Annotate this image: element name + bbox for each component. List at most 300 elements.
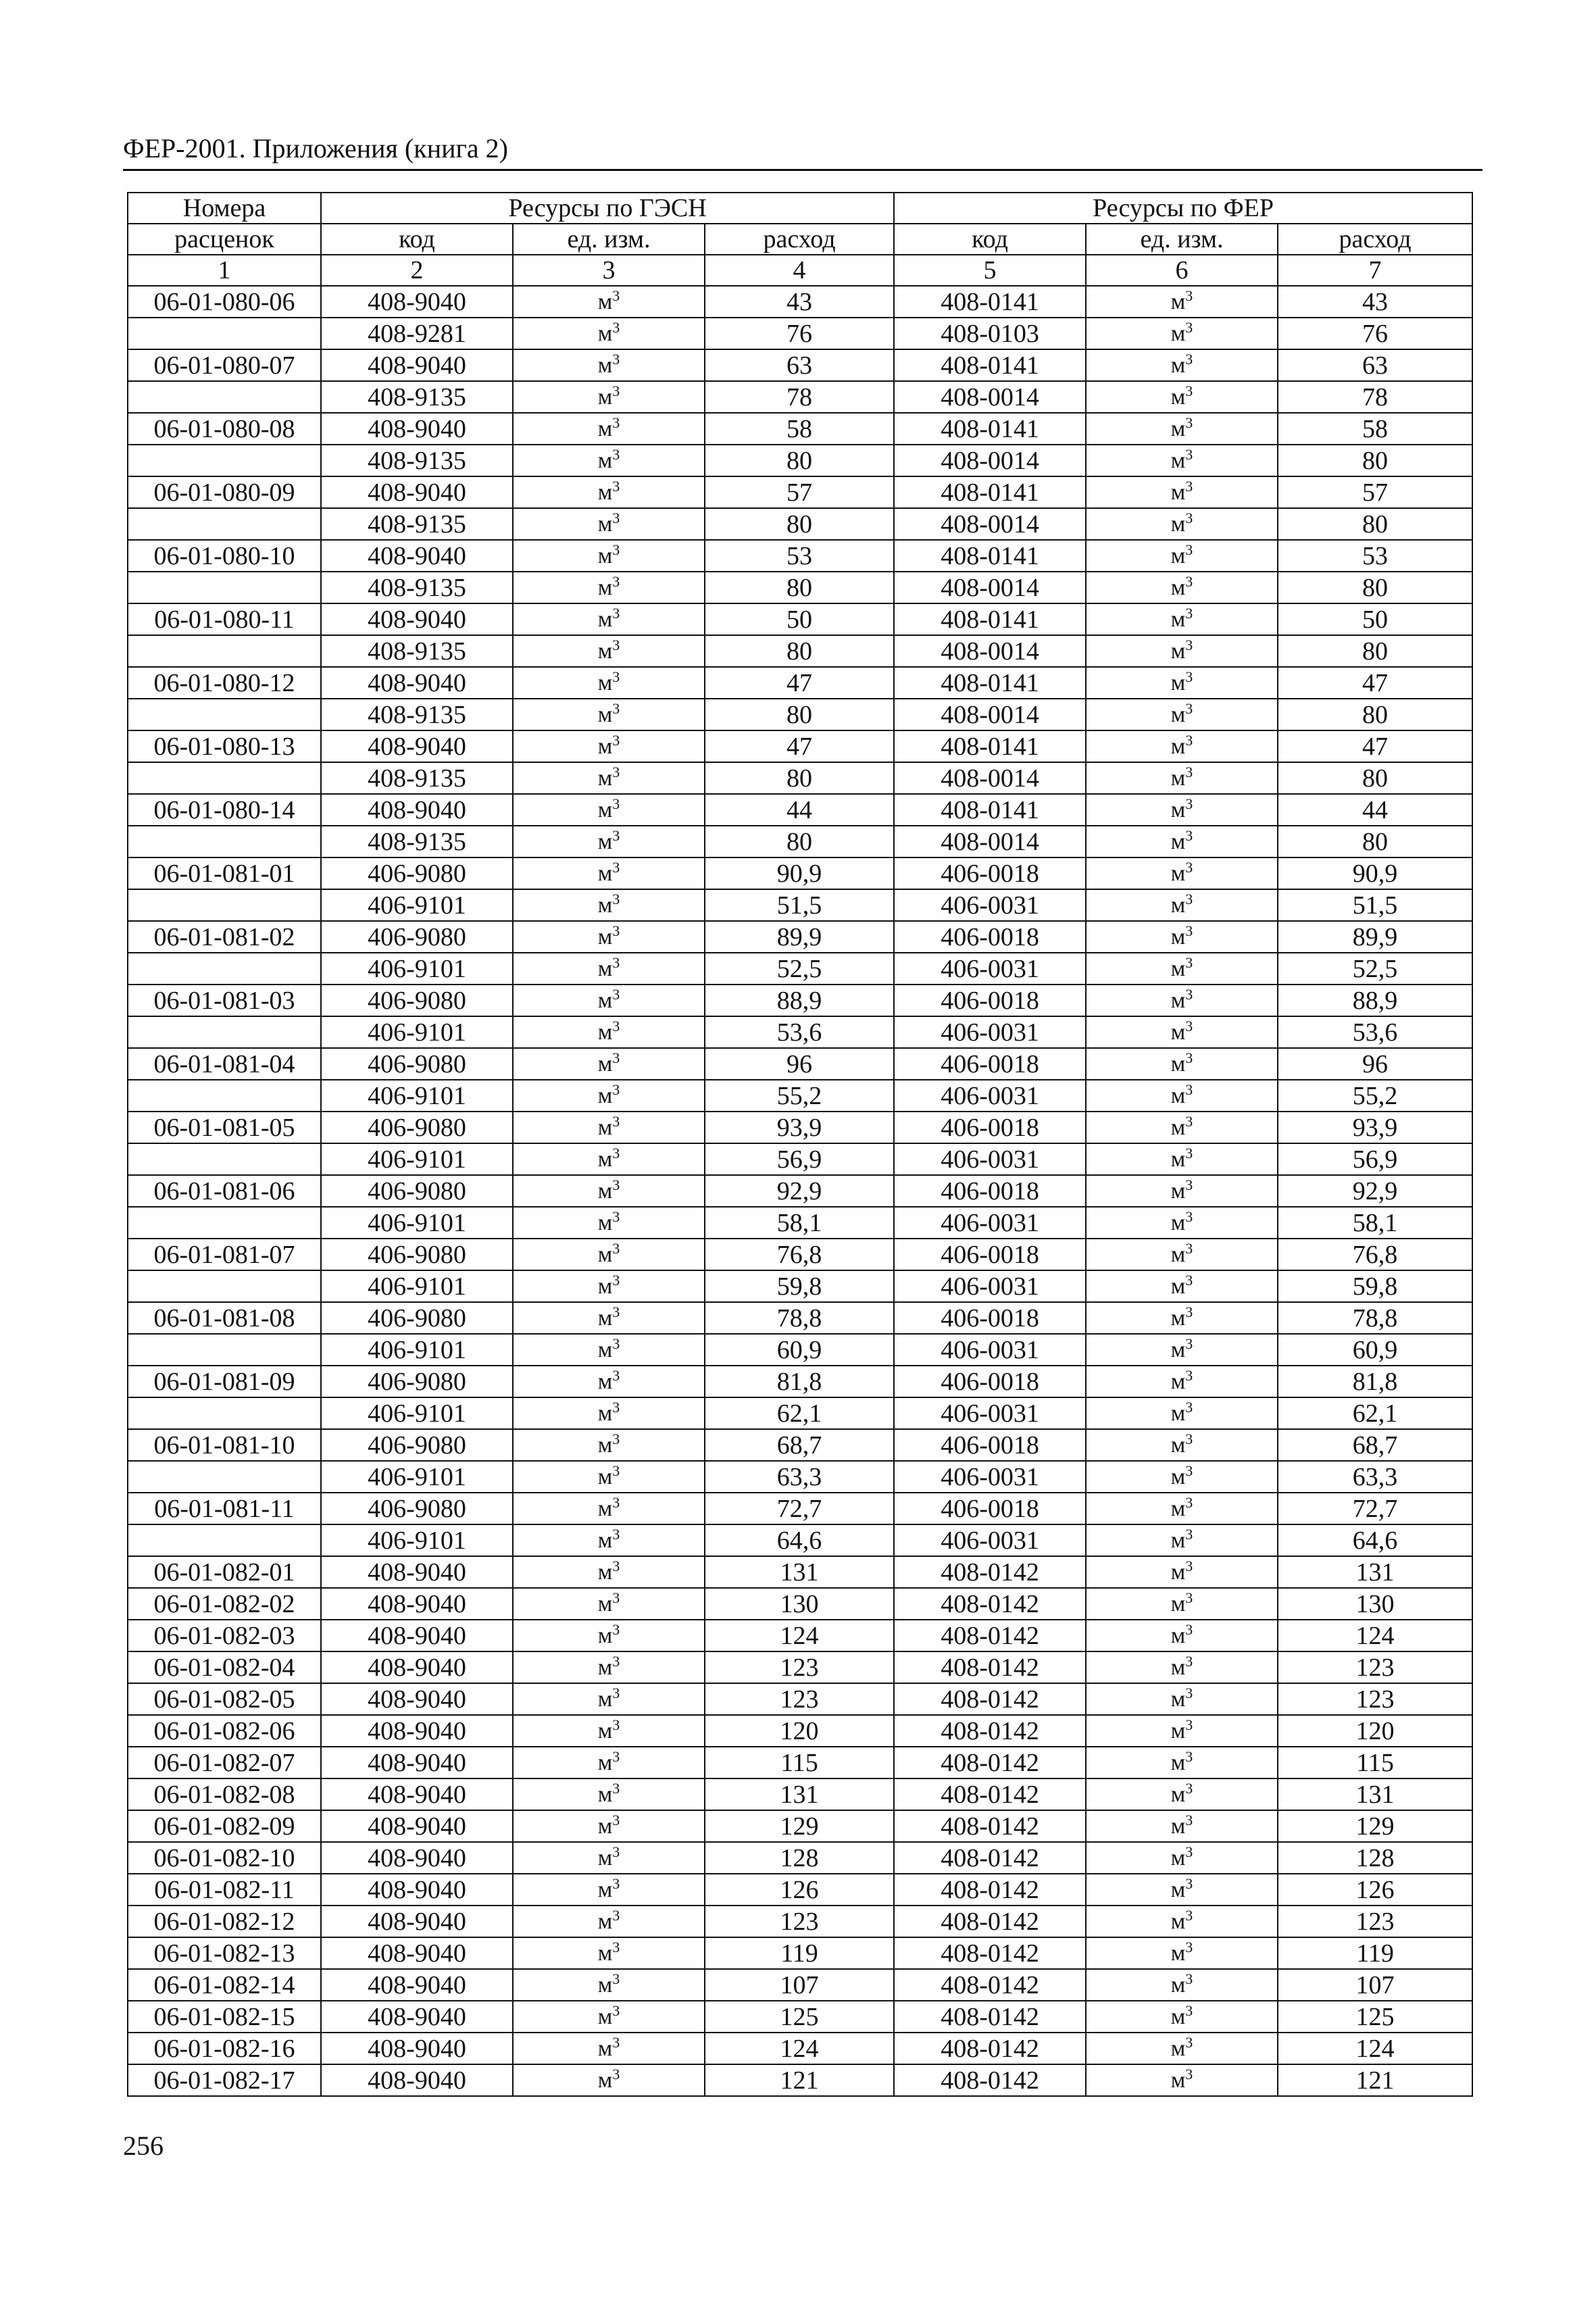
unit-text: м [1170,511,1186,537]
gesn-code-cell: 408-9040 [321,1715,513,1747]
fer-unit-cell [1086,476,1278,508]
unit-text: м [1170,1845,1186,1870]
fer-code-cell: 408-0142 [894,1906,1086,1937]
unit-text: м [1170,1559,1186,1585]
gesn-code-cell: 408-9040 [321,476,513,508]
gesn-code-cell: 408-9135 [321,508,513,540]
rate-number-cell [128,1080,321,1112]
rate-number-cell: 06-01-082-13 [128,1937,321,1969]
fer-code-cell: 408-0142 [894,1842,1086,1874]
rate-number-cell [128,445,321,476]
fer-amount-cell: 47 [1278,730,1472,762]
fer-amount-cell: 60,9 [1278,1334,1472,1366]
table-row [128,1937,1472,1969]
fer-code-cell: 406-0031 [894,1397,1086,1429]
fer-code-cell: 408-0142 [894,1715,1086,1747]
gesn-amount-cell: 53,6 [705,1016,894,1048]
gesn-amount-cell: 131 [705,1556,894,1588]
gesn-amount-cell: 58 [705,413,894,445]
unit-superscript: 3 [612,699,620,717]
fer-unit-cell [1086,540,1278,572]
gesn-amount-cell: 50 [705,603,894,635]
col-number: 5 [894,255,1086,286]
gesn-code-cell: 406-9101 [321,1397,513,1429]
fer-code-cell: 408-0014 [894,381,1086,413]
unit-superscript: 3 [612,1239,620,1257]
fer-amount-cell: 107 [1278,1969,1472,2001]
table-row [128,1112,1472,1143]
gesn-unit-cell [513,1588,705,1620]
unit-text: м [1170,828,1186,854]
gesn-amount-cell: 76,8 [705,1239,894,1270]
unit-text: м [1170,574,1186,600]
unit-text: м [1170,416,1186,441]
gesn-code-cell: 406-9101 [321,1524,513,1556]
col-number: 2 [321,255,513,286]
unit-text: м [597,384,613,409]
gesn-unit-cell [513,1175,705,1207]
unit-text: м [597,1178,613,1203]
table-row [128,286,1472,318]
unit-text: м [597,638,613,664]
gesn-code-cell: 406-9080 [321,1175,513,1207]
fer-code-cell: 408-0014 [894,762,1086,794]
fer-amount-cell: 90,9 [1278,857,1472,889]
gesn-amount-cell: 124 [705,1620,894,1651]
unit-text: м [597,606,613,632]
unit-superscript: 3 [1185,826,1193,844]
rate-number-cell [128,508,321,540]
fer-unit-cell [1086,730,1278,762]
table-row [128,476,1472,508]
gesn-unit-cell [513,2033,705,2064]
unit-superscript: 3 [1185,350,1193,368]
gesn-unit-cell [513,1334,705,1366]
unit-superscript: 3 [1185,1017,1193,1035]
gesn-unit-cell [513,1016,705,1048]
gesn-amount-cell: 47 [705,730,894,762]
unit-text: м [597,1432,613,1458]
table-row [128,1620,1472,1651]
fer-code-cell: 408-0141 [894,476,1086,508]
unit-text: м [597,447,613,473]
fer-code-cell: 408-0142 [894,1747,1086,1778]
unit-superscript: 3 [612,1906,620,1924]
unit-superscript: 3 [612,1525,620,1543]
fer-unit-cell [1086,1207,1278,1239]
rate-number-cell: 06-01-080-13 [128,730,321,762]
gesn-unit-cell [513,794,705,826]
fer-unit-cell [1086,1842,1278,1874]
unit-text: м [1170,320,1186,346]
rate-number-cell [128,1207,321,1239]
gesn-amount-cell: 62,1 [705,1397,894,1429]
unit-text: м [597,1305,613,1330]
fer-code-cell: 406-0031 [894,1016,1086,1048]
gesn-code-cell: 408-9040 [321,1683,513,1715]
gesn-code-cell: 408-9040 [321,1874,513,1906]
unit-superscript: 3 [612,1271,620,1289]
unit-superscript: 3 [612,477,620,495]
gesn-code-cell: 408-9281 [321,318,513,349]
unit-superscript: 3 [612,2033,620,2051]
table-row [128,318,1472,349]
fer-code-cell: 408-0142 [894,1651,1086,1683]
fer-code-cell: 408-0014 [894,699,1086,730]
header-row-columns [128,224,1472,255]
unit-superscript: 3 [1185,1366,1193,1384]
gesn-amount-cell: 76 [705,318,894,349]
unit-superscript: 3 [1185,668,1193,685]
fer-amount-cell: 43 [1278,286,1472,318]
unit-text: м [597,416,613,441]
unit-text: м [597,1464,613,1489]
gesn-code-cell: 408-9040 [321,1937,513,1969]
gesn-amount-cell: 88,9 [705,985,894,1016]
gesn-code-cell: 406-9080 [321,1429,513,1461]
unit-superscript: 3 [1185,1239,1193,1257]
gesn-code-cell: 408-9040 [321,1747,513,1778]
unit-text: м [1170,543,1186,568]
fer-unit-cell [1086,1620,1278,1651]
fer-code-cell: 406-0018 [894,1366,1086,1397]
unit-text: м [1170,701,1186,727]
unit-superscript: 3 [1185,509,1193,526]
gesn-code-cell: 408-9040 [321,2001,513,2033]
unit-superscript: 3 [612,922,620,939]
unit-text: м [597,1495,613,1521]
unit-text: м [597,1082,613,1108]
gesn-unit-cell [513,445,705,476]
unit-superscript: 3 [1185,1716,1193,1733]
gesn-code-cell: 408-9135 [321,699,513,730]
gesn-amount-cell: 59,8 [705,1270,894,1302]
fer-code-cell: 408-0014 [894,826,1086,857]
rate-number-cell: 06-01-082-12 [128,1906,321,1937]
fer-code-cell: 408-0142 [894,1937,1086,1969]
gesn-unit-cell [513,1937,705,1969]
rate-number-cell: 06-01-082-08 [128,1778,321,1810]
gesn-code-cell: 406-9101 [321,1334,513,1366]
unit-text: м [597,1749,613,1775]
table-row [128,1524,1472,1556]
unit-superscript: 3 [612,1557,620,1574]
unit-superscript: 3 [1185,985,1193,1003]
gesn-amount-cell: 131 [705,1778,894,1810]
unit-superscript: 3 [1185,1049,1193,1066]
gesn-code-cell: 408-9135 [321,381,513,413]
fer-unit-cell [1086,1112,1278,1143]
gesn-code-cell: 406-9080 [321,1239,513,1270]
col-header-fer-unit: ед. изм. [1086,224,1278,255]
unit-superscript: 3 [612,1970,620,1987]
fer-code-cell: 408-0142 [894,1683,1086,1715]
table-row [128,1207,1472,1239]
table-row [128,1683,1472,1715]
fer-amount-cell: 80 [1278,762,1472,794]
fer-unit-cell [1086,445,1278,476]
unit-superscript: 3 [612,1620,620,1638]
table-body [128,286,1472,2096]
fer-code-cell: 408-0141 [894,413,1086,445]
table-row [128,730,1472,762]
rate-number-cell: 06-01-080-08 [128,413,321,445]
gesn-amount-cell: 123 [705,1651,894,1683]
gesn-unit-cell [513,1397,705,1429]
unit-text: м [1170,987,1186,1013]
unit-superscript: 3 [1185,1874,1193,1892]
rate-number-cell: 06-01-082-05 [128,1683,321,1715]
unit-text: м [597,2035,613,2061]
unit-text: м [1170,2003,1186,2029]
fer-unit-cell [1086,1747,1278,1778]
unit-text: м [1170,479,1186,505]
fer-amount-cell: 62,1 [1278,1397,1472,1429]
fer-code-cell: 406-0031 [894,1270,1086,1302]
gesn-amount-cell: 56,9 [705,1143,894,1175]
rate-number-cell: 06-01-082-15 [128,2001,321,2033]
fer-code-cell: 408-0142 [894,2064,1086,2096]
fer-amount-cell: 56,9 [1278,1143,1472,1175]
unit-superscript: 3 [1185,1557,1193,1574]
fer-code-cell: 408-0141 [894,349,1086,381]
table-row [128,1366,1472,1397]
unit-superscript: 3 [1185,2033,1193,2051]
unit-text: м [1170,955,1186,981]
header-row-numbers [128,255,1472,286]
gesn-unit-cell [513,2001,705,2033]
unit-text: м [1170,670,1186,695]
gesn-amount-cell: 92,9 [705,1175,894,1207]
fer-unit-cell [1086,857,1278,889]
unit-text: м [597,289,613,314]
rate-number-cell: 06-01-082-11 [128,1874,321,1906]
gesn-unit-cell [513,1461,705,1493]
fer-code-cell: 406-0031 [894,953,1086,985]
table-row [128,2064,1472,2096]
fer-unit-cell [1086,508,1278,540]
gesn-amount-cell: 80 [705,699,894,730]
unit-text: м [1170,1781,1186,1807]
unit-superscript: 3 [1185,572,1193,590]
fer-amount-cell: 53,6 [1278,1016,1472,1048]
gesn-unit-cell [513,413,705,445]
table-row [128,1270,1472,1302]
gesn-code-cell: 408-9040 [321,603,513,635]
table-row [128,857,1472,889]
unit-superscript: 3 [612,1874,620,1892]
rate-number-cell: 06-01-082-17 [128,2064,321,2096]
rate-number-cell: 06-01-082-04 [128,1651,321,1683]
gesn-code-cell: 408-9040 [321,1810,513,1842]
fer-unit-cell [1086,953,1278,985]
table-row [128,1397,1472,1429]
fer-unit-cell [1086,2033,1278,2064]
unit-text: м [597,924,613,949]
fer-amount-cell: 80 [1278,635,1472,667]
gesn-amount-cell: 57 [705,476,894,508]
gesn-amount-cell: 119 [705,1937,894,1969]
fer-amount-cell: 78,8 [1278,1302,1472,1334]
unit-text: м [1170,1464,1186,1489]
unit-text: м [1170,638,1186,664]
fer-amount-cell: 89,9 [1278,921,1472,953]
table-row [128,1842,1472,1874]
gesn-code-cell: 406-9101 [321,953,513,985]
unit-superscript: 3 [1185,1208,1193,1225]
unit-superscript: 3 [1185,1811,1193,1828]
unit-superscript: 3 [1185,1525,1193,1543]
unit-text: м [1170,1305,1186,1330]
rate-number-cell: 06-01-081-01 [128,857,321,889]
rate-number-cell: 06-01-080-06 [128,286,321,318]
fer-unit-cell [1086,1270,1278,1302]
fer-amount-cell: 123 [1278,1906,1472,1937]
gesn-code-cell: 406-9101 [321,1207,513,1239]
gesn-unit-cell [513,1778,705,1810]
gesn-code-cell: 408-9040 [321,1588,513,1620]
fer-amount-cell: 80 [1278,445,1472,476]
unit-superscript: 3 [612,1208,620,1225]
unit-text: м [597,1876,613,1902]
gesn-unit-cell [513,349,705,381]
gesn-amount-cell: 93,9 [705,1112,894,1143]
unit-text: м [1170,1813,1186,1839]
fer-amount-cell: 126 [1278,1874,1472,1906]
fer-amount-cell: 124 [1278,2033,1472,2064]
fer-unit-cell [1086,286,1278,318]
unit-text: м [1170,352,1186,378]
gesn-unit-cell [513,1715,705,1747]
fer-amount-cell: 123 [1278,1683,1472,1715]
gesn-unit-cell [513,381,705,413]
fer-code-cell: 408-0014 [894,572,1086,603]
rate-number-cell: 06-01-080-10 [128,540,321,572]
unit-text: м [597,1940,613,1966]
gesn-code-cell: 408-9040 [321,1778,513,1810]
fer-unit-cell [1086,794,1278,826]
rate-number-cell: 06-01-081-09 [128,1366,321,1397]
fer-code-cell: 408-0142 [894,1588,1086,1620]
unit-superscript: 3 [1185,699,1193,717]
rate-number-cell [128,762,321,794]
unit-superscript: 3 [612,1843,620,1860]
unit-superscript: 3 [612,1366,620,1384]
fer-unit-cell [1086,1969,1278,2001]
fer-code-cell: 406-0031 [894,1207,1086,1239]
rate-number-cell: 06-01-080-14 [128,794,321,826]
unit-superscript: 3 [612,2001,620,2019]
unit-text: м [597,892,613,918]
unit-superscript: 3 [1185,1938,1193,1956]
unit-text: м [597,733,613,759]
gesn-code-cell: 406-9080 [321,1048,513,1080]
fer-unit-cell [1086,1778,1278,1810]
rate-number-cell [128,1524,321,1556]
fer-amount-cell: 92,9 [1278,1175,1472,1207]
gesn-code-cell: 408-9040 [321,1906,513,1937]
rate-number-cell: 06-01-081-11 [128,1493,321,1524]
fer-amount-cell: 50 [1278,603,1472,635]
unit-superscript: 3 [1185,1843,1193,1860]
fer-code-cell: 408-0141 [894,667,1086,699]
gesn-code-cell: 406-9101 [321,1461,513,1493]
fer-amount-cell: 119 [1278,1937,1472,1969]
rate-number-cell: 06-01-082-14 [128,1969,321,2001]
unit-superscript: 3 [612,985,620,1003]
rate-number-cell: 06-01-082-10 [128,1842,321,1874]
page-number: 256 [123,2131,164,2161]
fer-unit-cell [1086,603,1278,635]
gesn-unit-cell [513,572,705,603]
unit-superscript: 3 [612,1652,620,1670]
rate-number-cell [128,826,321,857]
unit-superscript: 3 [612,953,620,971]
unit-superscript: 3 [612,1684,620,1701]
gesn-unit-cell [513,1239,705,1270]
running-header [123,132,1482,171]
table-row [128,1461,1472,1493]
gesn-code-cell: 408-9040 [321,1556,513,1588]
gesn-unit-cell [513,1651,705,1683]
gesn-code-cell: 408-9040 [321,286,513,318]
table-row [128,953,1472,985]
gesn-unit-cell [513,1969,705,2001]
fer-code-cell: 408-0141 [894,794,1086,826]
unit-superscript: 3 [1185,1652,1193,1670]
rate-number-cell [128,1461,321,1493]
fer-code-cell: 408-0142 [894,2033,1086,2064]
unit-text: м [597,1972,613,1997]
gesn-amount-cell: 128 [705,1842,894,1874]
gesn-code-cell: 408-9040 [321,349,513,381]
fer-amount-cell: 131 [1278,1556,1472,1588]
fer-amount-cell: 58 [1278,413,1472,445]
fer-code-cell: 408-0014 [894,508,1086,540]
unit-superscript: 3 [1185,2065,1193,2083]
unit-text: м [1170,1908,1186,1934]
unit-text: м [1170,1495,1186,1521]
fer-code-cell: 406-0031 [894,889,1086,921]
fer-unit-cell [1086,2001,1278,2033]
unit-text: м [597,1241,613,1267]
gesn-code-cell: 408-9040 [321,1651,513,1683]
rate-number-cell [128,1143,321,1175]
rate-number-cell [128,1334,321,1366]
fer-unit-cell [1086,635,1278,667]
rate-number-cell: 06-01-082-07 [128,1747,321,1778]
rate-number-cell: 06-01-082-16 [128,2033,321,2064]
unit-superscript: 3 [612,1493,620,1511]
gesn-unit-cell [513,953,705,985]
unit-superscript: 3 [1185,1620,1193,1638]
fer-amount-cell: 47 [1278,667,1472,699]
table-row [128,1016,1472,1048]
gesn-code-cell: 408-9040 [321,2033,513,2064]
fer-unit-cell [1086,1239,1278,1270]
gesn-unit-cell [513,1302,705,1334]
table-row [128,2033,1472,2064]
fer-unit-cell [1086,1588,1278,1620]
unit-superscript: 3 [612,795,620,812]
fer-amount-cell: 59,8 [1278,1270,1472,1302]
unit-text: м [597,1718,613,1743]
unit-superscript: 3 [612,1112,620,1130]
gesn-amount-cell: 60,9 [705,1334,894,1366]
gesn-unit-cell [513,1683,705,1715]
gesn-code-cell: 408-9040 [321,730,513,762]
fer-unit-cell [1086,985,1278,1016]
